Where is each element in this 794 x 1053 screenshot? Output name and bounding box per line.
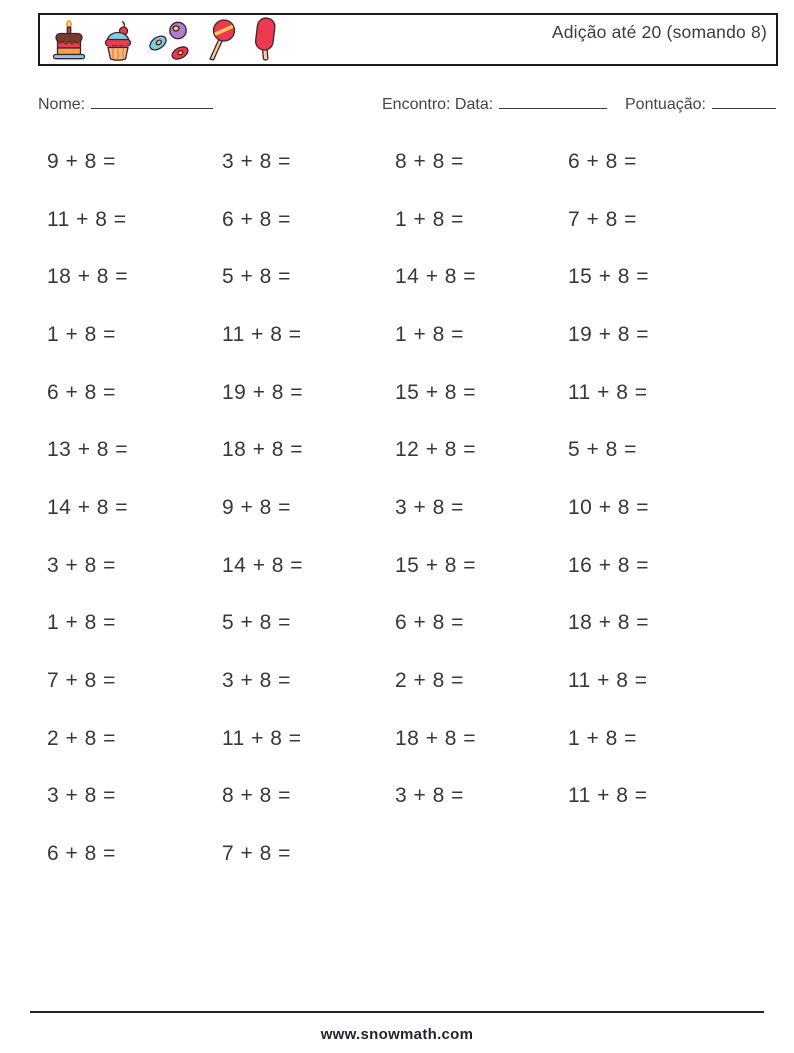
problem-21: 13 + 8 = — [47, 438, 129, 462]
problem-31: 15 + 8 = — [395, 553, 477, 577]
problem-24: 5 + 8 = — [568, 438, 637, 462]
problem-16: 19 + 8 = — [568, 322, 650, 346]
problem-48: 11 + 8 = — [568, 784, 648, 808]
cake-icon — [49, 20, 89, 62]
candies-icon — [147, 20, 193, 62]
problems-grid — [47, 133, 743, 883]
header-icons — [49, 20, 283, 62]
name-label: Nome: — [38, 96, 86, 113]
lollipop-icon — [202, 18, 240, 62]
problem-34: 5 + 8 = — [222, 611, 291, 635]
worksheet-title: Adição até 20 (somando 8) — [551, 22, 767, 42]
problem-13: 1 + 8 = — [47, 322, 116, 346]
problem-35: 6 + 8 = — [395, 611, 464, 635]
problem-50: 7 + 8 = — [222, 842, 291, 866]
problem-15: 1 + 8 = — [395, 322, 464, 346]
problem-43: 18 + 8 = — [395, 726, 477, 750]
problem-5: 11 + 8 = — [47, 207, 127, 231]
problem-18: 19 + 8 = — [222, 380, 304, 404]
problem-22: 18 + 8 = — [222, 438, 304, 462]
problem-28: 10 + 8 = — [568, 495, 650, 519]
footer-url: www.snowmath.com — [320, 1026, 474, 1043]
problem-37: 7 + 8 = — [47, 669, 116, 693]
problem-47: 3 + 8 = — [395, 784, 464, 808]
name-field — [38, 95, 213, 114]
problem-36: 18 + 8 = — [568, 611, 650, 635]
problem-41: 2 + 8 = — [47, 726, 116, 750]
problem-46: 8 + 8 = — [222, 784, 291, 808]
problem-40: 11 + 8 = — [568, 669, 648, 693]
popsicle-icon — [249, 16, 283, 62]
problem-32: 16 + 8 = — [568, 553, 650, 577]
problem-6: 6 + 8 = — [222, 207, 291, 231]
problem-9: 18 + 8 = — [47, 265, 129, 289]
problem-10: 5 + 8 = — [222, 265, 291, 289]
problem-49: 6 + 8 = — [47, 842, 116, 866]
problem-12: 15 + 8 = — [568, 265, 650, 289]
problem-8: 7 + 8 = — [568, 207, 637, 231]
problem-23: 12 + 8 = — [395, 438, 477, 462]
name-blank-line — [91, 95, 213, 109]
problem-19: 15 + 8 = — [395, 380, 477, 404]
score-blank-line — [712, 95, 776, 109]
problem-38: 3 + 8 = — [222, 669, 291, 693]
problem-25: 14 + 8 = — [47, 495, 129, 519]
score-field — [625, 95, 776, 114]
problem-20: 11 + 8 = — [568, 380, 648, 404]
problem-11: 14 + 8 = — [395, 265, 477, 289]
problem-3: 8 + 8 = — [395, 149, 464, 173]
problem-14: 11 + 8 = — [222, 322, 302, 346]
score-label: Pontuação: — [625, 96, 706, 113]
problem-29: 3 + 8 = — [47, 553, 116, 577]
worksheet-header — [38, 13, 778, 66]
problem-4: 6 + 8 = — [568, 149, 637, 173]
date-field — [382, 95, 607, 114]
problem-45: 3 + 8 = — [47, 784, 116, 808]
problem-33: 1 + 8 = — [47, 611, 116, 635]
problem-27: 3 + 8 = — [395, 495, 464, 519]
problem-2: 3 + 8 = — [222, 149, 291, 173]
problem-1: 9 + 8 = — [47, 149, 116, 173]
problem-26: 9 + 8 = — [222, 495, 291, 519]
date-blank-line — [499, 95, 607, 109]
problem-44: 1 + 8 = — [568, 726, 637, 750]
problem-39: 2 + 8 = — [395, 669, 464, 693]
date-label: Encontro: Data: — [382, 96, 494, 113]
problem-7: 1 + 8 = — [395, 207, 464, 231]
problem-17: 6 + 8 = — [47, 380, 116, 404]
problem-42: 11 + 8 = — [222, 726, 302, 750]
problem-30: 14 + 8 = — [222, 553, 304, 577]
cupcake-icon — [98, 20, 138, 62]
footer-divider — [30, 1011, 764, 1013]
